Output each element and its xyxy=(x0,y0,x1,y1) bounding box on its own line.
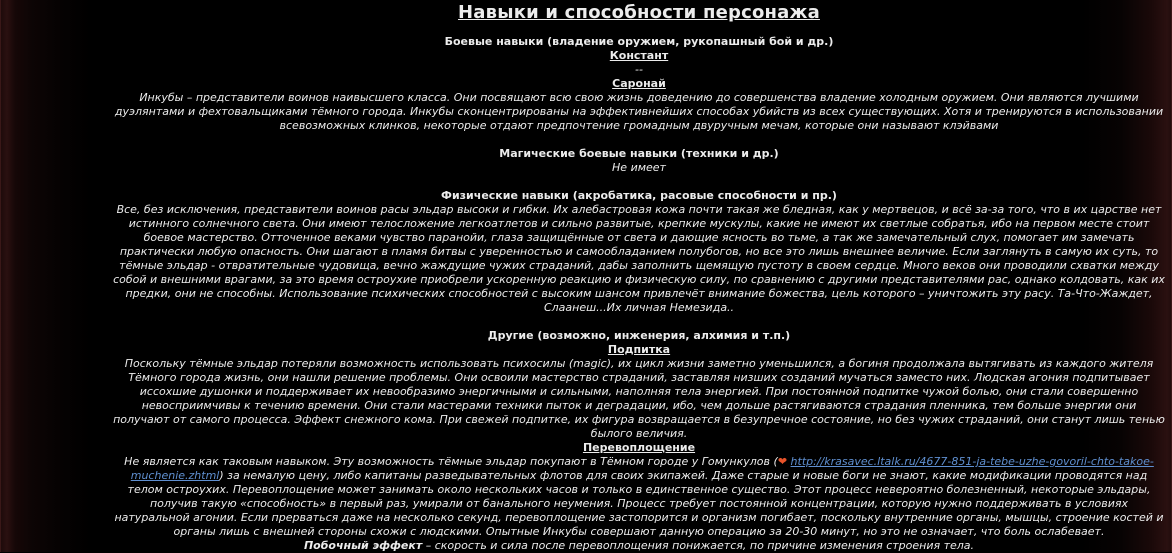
podpitka-text: Поскольку тёмные эльдар потеряли возможность использовать психосилы (magic), их цикл жизни заметно уменьшился, а богиня продолжала вытягивать из каждого жителя Тёмного города жизнь, они нашли решение проблемы. Они освоили мастерство страданий, заставляя низших созданий мучаться заместо них. Людская агония подпитывает иссохшие душонки и поддерживает их невообразимо энергичными и сильными, наполняя тела энергией. При постоянной подпитке чужой болью, они стали совершенно невосприимчивы к течению времени. Они стали мастерами техники пыток и деградации, ибо, чем дольше растягиваются страдания пленника, тем больше энергии они получают от самого процесса. Эффект снежного кома. При свежей подпитке, их фигура возвращается в безупречное состояние, но без чужих страданий, они станут лишь тенью былого величия. xyxy=(113,357,1165,440)
magic-heading: Магические боевые навыки (техники и др.) xyxy=(499,147,779,160)
heart-icon: ❤ xyxy=(777,455,788,468)
spacer xyxy=(109,175,1169,189)
post-content xyxy=(109,0,1169,553)
saronai-label: Саронай xyxy=(612,77,666,90)
other-heading: Другие (возможно, инженерия, алхимия и т.п.) xyxy=(487,329,791,342)
side-effect-text: – скорость и сила после перевоплощения понижается, по причине изменения строения тела. xyxy=(422,539,975,552)
perevo-text-start: Не является как таковым навыком. Эту возможность тёмные эльдар покупают в Тёмном городе у Гомункулов ( xyxy=(124,455,778,468)
side-effect-label: Побочный эффект xyxy=(303,539,423,552)
perevo-label: Перевоплощение xyxy=(582,441,696,454)
spacer xyxy=(109,133,1169,147)
perevo-text xyxy=(113,455,1165,539)
perevo-text-end: ) за немалую цену, либо капитаны разведывательных флотов для своих экипажей. Даже старые и новые боги не знают, какие модификации проводятся над телом остроухих. Перевоплощение может занимать около нескольких часов и только в единственное существо. Этот процесс невероятно болезненный, некоторые эльдары, получив такую «способность» в первый раз, умирали от банального неумения. Процесс требует постоянной концентрации, которую нужно поддерживать в условиях натуральной агонии. Если прерваться даже на несколько секунд, перевоплощение застопорится и организм погибает, поскольку внутренние органы, мышцы, строение костей и органы лишь с внешней стороны схожи с людскими. Опытные Инкубы совершают данную операцию за 20-30 минут, но это не означает, что боль ослабевает. xyxy=(114,469,1164,538)
physical-heading: Физические навыки (акробатика, расовые способности и пр.) xyxy=(441,189,837,202)
konstant-label: Констант xyxy=(609,49,669,62)
combat-heading: Боевые навыки (владение оружием, рукопашный бой и др.) xyxy=(444,35,834,48)
spacer xyxy=(109,315,1169,329)
perevo-link[interactable]: http://krasavec.ltalk.ru/4677-851-ja-tebe-uzhe-govoril-chto-takoe-muchenie.zhtml xyxy=(130,455,1154,482)
page-title: Навыки и способности персонажа xyxy=(458,2,820,23)
saronai-text: Инкубы – представители воинов наивысшего класса. Они посвящают всю свою жизнь доведению до совершенства владение холодным оружием. Они являются лучшими дуэлянтами и фехтовальщиками тёмного города. Инкубы сконцентрированы на эффективнейших способах убийств из всех существующих. Хотя и тренируются в использовании всевозможных клинков, некоторые отдают предпочтение громадным двуручным мечам, которые они называют клэйвами xyxy=(114,91,1164,132)
podpitka-label: Подпитка xyxy=(607,343,671,356)
konstant-value: -- xyxy=(635,63,643,76)
side-effect-line xyxy=(113,539,1165,553)
magic-value: Не имеет xyxy=(612,161,666,174)
physical-text: Все, без исключения, представители воинов расы эльдар высоки и гибки. Их алебастровая кожа почти такая же бледная, как у мертвецов, и всё за-за того, что в их царстве нет истинного солнечного света. Они имеют телосложение легкоатлетов и сильно развитые, крепкие мускулы, какие не имеют их светлые собратья, ибо на первом месте стоит боевое мастерство. Отточенное веками чувство паранойи, глаза защищённые от света и дающие ясность во тьме, а так же замечательный слух, помогает им замечать практически любую опасность. Они шагают в пламя битвы с уверенностью и самообладанием полубогов, но все это лишь внешнее величие. Если заглянуть в самую их суть, то тёмные эльдар - отвратительные чудовища, вечно жаждущие чужих страданий, дабы заполнить щемящую пустоту в своем сердце. Много веков они проводили схватки между собой и внешними врагами, за это время остроухие приобрели ускоренную реакцию и физическую силу, по сравнению с другими представителями рас, однако колдовать, как их предки, они не способны. Использование психических способностей с высоким шансом привлечёт внимание божества, цель которого – уничтожить эту расу. Та-Что-Жаждет, Слаанеш...Их личная Немезида.. xyxy=(113,203,1165,314)
